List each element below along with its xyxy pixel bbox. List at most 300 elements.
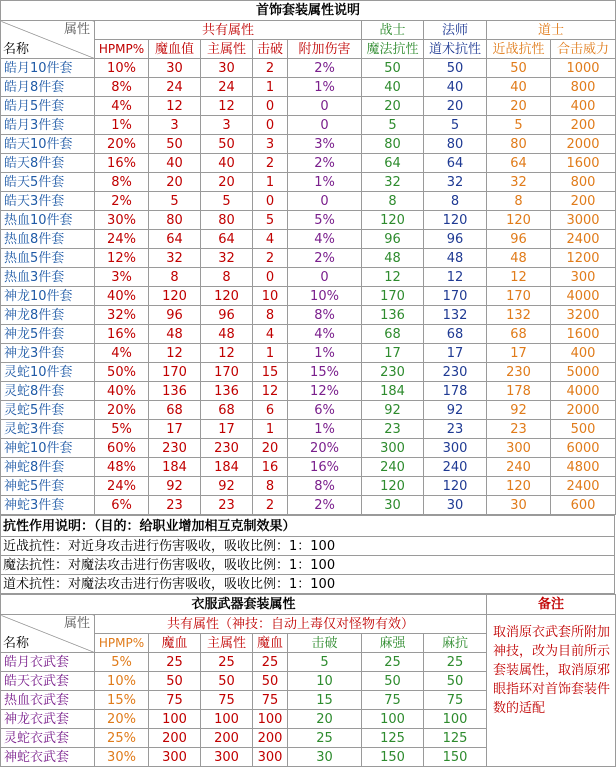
table-row (1, 401, 616, 420)
value-cell: 50 (362, 672, 424, 691)
resist-title: 抗性作用说明：（目的：给职业增加相互克制效果） (1, 516, 615, 537)
value-cell: 4% (95, 97, 149, 116)
value-cell: 10 (288, 672, 362, 691)
value-cell: 150 (362, 748, 424, 767)
table-row (1, 363, 616, 382)
value-cell: 1000 (551, 59, 616, 78)
value-cell: 96 (362, 230, 424, 249)
column-header: 主属性 (201, 40, 253, 59)
value-cell: 8 (362, 192, 424, 211)
value-cell: 2000 (551, 135, 616, 154)
value-cell: 12 (424, 268, 487, 287)
value-cell: 300 (362, 439, 424, 458)
header-name-label: 名称 (3, 42, 30, 57)
value-cell: 30% (95, 748, 149, 767)
value-cell: 92 (201, 477, 253, 496)
table-row (1, 458, 616, 477)
set-name-cell: 热血10件套 (1, 211, 95, 230)
column-header: 魔血 (149, 634, 201, 653)
column-header: 魔血 (253, 634, 288, 653)
set-name-cell: 皓天8件套 (1, 154, 95, 173)
set-name-cell: 神龙5件套 (1, 325, 95, 344)
value-cell: 12% (288, 382, 362, 401)
value-cell: 230 (424, 363, 487, 382)
value-cell: 3 (253, 135, 288, 154)
value-cell: 80 (487, 135, 551, 154)
set-name-cell: 皓天3件套 (1, 192, 95, 211)
value-cell: 178 (487, 382, 551, 401)
value-cell: 125 (362, 729, 424, 748)
value-cell: 2% (288, 496, 362, 515)
value-cell: 5000 (551, 363, 616, 382)
column-header: 道术抗性 (424, 40, 487, 59)
set-name-cell: 神蛇5件套 (1, 477, 95, 496)
value-cell: 75 (362, 691, 424, 710)
value-cell: 4% (95, 344, 149, 363)
value-cell: 40 (362, 78, 424, 97)
set-name-cell: 皓月衣武套 (1, 653, 95, 672)
value-cell: 200 (201, 729, 253, 748)
value-cell: 1200 (551, 249, 616, 268)
value-cell: 48 (149, 325, 201, 344)
value-cell: 12% (95, 249, 149, 268)
value-cell: 5 (201, 192, 253, 211)
set-name-cell: 灵蛇5件套 (1, 401, 95, 420)
value-cell: 30 (362, 496, 424, 515)
value-cell: 32 (487, 173, 551, 192)
value-cell: 25 (253, 653, 288, 672)
value-cell: 240 (487, 458, 551, 477)
column-header: 附加伤害 (288, 40, 362, 59)
value-cell: 8% (95, 78, 149, 97)
resist-notes (0, 515, 615, 594)
value-cell: 0 (253, 97, 288, 116)
value-cell: 50 (253, 672, 288, 691)
value-cell: 25 (424, 653, 487, 672)
value-cell: 68 (487, 325, 551, 344)
value-cell: 92 (149, 477, 201, 496)
value-cell: 170 (424, 287, 487, 306)
value-cell: 8 (424, 192, 487, 211)
value-cell: 240 (362, 458, 424, 477)
table-row (1, 325, 616, 344)
value-cell: 1% (95, 116, 149, 135)
value-cell: 184 (201, 458, 253, 477)
value-cell: 2% (288, 59, 362, 78)
value-cell: 96 (149, 306, 201, 325)
value-cell: 120 (201, 287, 253, 306)
value-cell: 2000 (551, 401, 616, 420)
value-cell: 2% (95, 192, 149, 211)
header-corner (1, 21, 95, 59)
set-name-cell: 皓天衣武套 (1, 672, 95, 691)
header-attr-label: 属性 (63, 22, 90, 37)
value-cell: 3 (149, 116, 201, 135)
column-header: 击破 (288, 634, 362, 653)
value-cell: 6% (95, 496, 149, 515)
column-header: 麻抗 (424, 634, 487, 653)
value-cell: 2400 (551, 230, 616, 249)
value-cell: 300 (201, 748, 253, 767)
set-name-cell: 神龙8件套 (1, 306, 95, 325)
value-cell: 8% (95, 173, 149, 192)
value-cell: 150 (424, 748, 487, 767)
value-cell: 80 (149, 211, 201, 230)
value-cell: 170 (149, 363, 201, 382)
value-cell: 120 (424, 211, 487, 230)
value-cell: 5 (487, 116, 551, 135)
value-cell: 20 (149, 173, 201, 192)
value-cell: 48 (487, 249, 551, 268)
set-name-cell: 皓月10件套 (1, 59, 95, 78)
value-cell: 32 (149, 249, 201, 268)
value-cell: 300 (424, 439, 487, 458)
value-cell: 100 (362, 710, 424, 729)
value-cell: 0 (288, 116, 362, 135)
column-header: 近战抗性 (487, 40, 551, 59)
value-cell: 23 (424, 420, 487, 439)
value-cell: 68 (201, 401, 253, 420)
value-cell: 20 (424, 97, 487, 116)
value-cell: 0 (253, 192, 288, 211)
set-name-cell: 皓天5件套 (1, 173, 95, 192)
value-cell: 23 (487, 420, 551, 439)
value-cell: 25 (362, 653, 424, 672)
value-cell: 64 (201, 230, 253, 249)
table-row (1, 116, 616, 135)
value-cell: 6% (288, 401, 362, 420)
value-cell: 5% (95, 653, 149, 672)
value-cell: 48% (95, 458, 149, 477)
value-cell: 75 (149, 691, 201, 710)
value-cell: 75 (424, 691, 487, 710)
remark-title: 备注 (487, 595, 616, 615)
value-cell: 50 (362, 59, 424, 78)
value-cell: 8 (487, 192, 551, 211)
value-cell: 2400 (551, 477, 616, 496)
value-cell: 32% (95, 306, 149, 325)
value-cell: 40 (424, 78, 487, 97)
value-cell: 5 (362, 116, 424, 135)
value-cell: 184 (362, 382, 424, 401)
value-cell: 100 (253, 710, 288, 729)
value-cell: 120 (487, 477, 551, 496)
value-cell: 2 (253, 496, 288, 515)
value-cell: 200 (253, 729, 288, 748)
clothing-set-table (0, 594, 616, 767)
set-name-cell: 热血衣武套 (1, 691, 95, 710)
value-cell: 800 (551, 78, 616, 97)
value-cell: 120 (487, 211, 551, 230)
value-cell: 8% (288, 306, 362, 325)
value-cell: 170 (362, 287, 424, 306)
table-row (1, 268, 616, 287)
value-cell: 10% (288, 287, 362, 306)
value-cell: 120 (362, 211, 424, 230)
value-cell: 50 (424, 672, 487, 691)
value-cell: 24 (201, 78, 253, 97)
group-warrior: 战士 (362, 21, 424, 40)
value-cell: 20 (362, 97, 424, 116)
value-cell: 48 (362, 249, 424, 268)
value-cell: 5 (288, 653, 362, 672)
value-cell: 48 (201, 325, 253, 344)
value-cell: 400 (551, 344, 616, 363)
value-cell: 12 (149, 344, 201, 363)
value-cell: 4 (253, 230, 288, 249)
value-cell: 230 (487, 363, 551, 382)
table-row (1, 477, 616, 496)
value-cell: 4 (253, 325, 288, 344)
value-cell: 24% (95, 230, 149, 249)
value-cell: 10% (95, 59, 149, 78)
value-cell: 30 (288, 748, 362, 767)
value-cell: 3200 (551, 306, 616, 325)
value-cell: 1600 (551, 325, 616, 344)
value-cell: 200 (551, 116, 616, 135)
value-cell: 2 (253, 59, 288, 78)
set-name-cell: 灵蛇衣武套 (1, 729, 95, 748)
value-cell: 125 (424, 729, 487, 748)
table-row (1, 154, 616, 173)
value-cell: 3 (201, 116, 253, 135)
value-cell: 64 (487, 154, 551, 173)
value-cell: 80 (362, 135, 424, 154)
value-cell: 23 (201, 496, 253, 515)
value-cell: 6 (253, 401, 288, 420)
value-cell: 25 (288, 729, 362, 748)
value-cell: 10 (253, 287, 288, 306)
value-cell: 0 (253, 268, 288, 287)
value-cell: 25 (149, 653, 201, 672)
value-cell: 80 (201, 211, 253, 230)
value-cell: 200 (551, 192, 616, 211)
set-name-cell: 热血8件套 (1, 230, 95, 249)
value-cell: 17 (362, 344, 424, 363)
clothing-header-corner (1, 615, 95, 653)
column-header: 麻强 (362, 634, 424, 653)
table-row (1, 306, 616, 325)
value-cell: 64 (424, 154, 487, 173)
value-cell: 8 (253, 306, 288, 325)
value-cell: 50 (201, 135, 253, 154)
table-row (1, 344, 616, 363)
set-name-cell: 神蛇8件套 (1, 458, 95, 477)
value-cell: 1 (253, 344, 288, 363)
value-cell: 17 (149, 420, 201, 439)
value-cell: 1600 (551, 154, 616, 173)
resist-line-taoist: 道术抗性：对魔法攻击进行伤害吸收，吸收比例：1：100 (1, 575, 615, 594)
table-row (1, 192, 616, 211)
value-cell: 170 (201, 363, 253, 382)
value-cell: 12 (149, 97, 201, 116)
value-cell: 64 (362, 154, 424, 173)
value-cell: 400 (551, 97, 616, 116)
value-cell: 15 (288, 691, 362, 710)
table-row (1, 78, 616, 97)
value-cell: 50% (95, 363, 149, 382)
jewelry-table-title: 首饰套装属性说明 (1, 1, 616, 21)
column-header: HPMP% (95, 40, 149, 59)
value-cell: 1 (253, 78, 288, 97)
value-cell: 40% (95, 287, 149, 306)
table-row (1, 97, 616, 116)
value-cell: 200 (149, 729, 201, 748)
value-cell: 30 (424, 496, 487, 515)
value-cell: 8 (149, 268, 201, 287)
value-cell: 300 (487, 439, 551, 458)
value-cell: 1% (288, 420, 362, 439)
value-cell: 40 (149, 154, 201, 173)
value-cell: 230 (201, 439, 253, 458)
value-cell: 32 (424, 173, 487, 192)
value-cell: 8 (201, 268, 253, 287)
value-cell: 75 (201, 691, 253, 710)
value-cell: 16% (288, 458, 362, 477)
value-cell: 1% (288, 344, 362, 363)
value-cell: 15 (253, 363, 288, 382)
value-cell: 5% (95, 420, 149, 439)
value-cell: 5 (253, 211, 288, 230)
table-row (1, 249, 616, 268)
column-header: 魔法抗性 (362, 40, 424, 59)
set-name-cell: 热血5件套 (1, 249, 95, 268)
value-cell: 3% (95, 268, 149, 287)
set-name-cell: 皓月3件套 (1, 116, 95, 135)
value-cell: 1 (253, 173, 288, 192)
set-name-cell: 神蛇3件套 (1, 496, 95, 515)
value-cell: 10% (95, 672, 149, 691)
value-cell: 25% (95, 729, 149, 748)
value-cell: 92 (487, 401, 551, 420)
value-cell: 0 (288, 268, 362, 287)
value-cell: 40 (201, 154, 253, 173)
value-cell: 1% (288, 78, 362, 97)
value-cell: 230 (149, 439, 201, 458)
value-cell: 40 (487, 78, 551, 97)
value-cell: 5 (424, 116, 487, 135)
value-cell: 68 (149, 401, 201, 420)
value-cell: 30% (95, 211, 149, 230)
value-cell: 17 (424, 344, 487, 363)
value-cell: 2 (253, 154, 288, 173)
column-header: 主属性 (201, 634, 253, 653)
value-cell: 4% (288, 230, 362, 249)
value-cell: 75 (253, 691, 288, 710)
value-cell: 5 (149, 192, 201, 211)
value-cell: 132 (487, 306, 551, 325)
value-cell: 20% (95, 710, 149, 729)
value-cell: 20% (95, 135, 149, 154)
value-cell: 50 (424, 59, 487, 78)
value-cell: 15% (95, 691, 149, 710)
value-cell: 3000 (551, 211, 616, 230)
value-cell: 23 (149, 496, 201, 515)
set-name-cell: 神蛇衣武套 (1, 748, 95, 767)
table-row (1, 382, 616, 401)
clothing-table-title: 衣服武器套装属性 (1, 595, 487, 615)
value-cell: 40% (95, 382, 149, 401)
set-name-cell: 皓月8件套 (1, 78, 95, 97)
value-cell: 6000 (551, 439, 616, 458)
value-cell: 132 (424, 306, 487, 325)
set-name-cell: 灵蛇8件套 (1, 382, 95, 401)
value-cell: 4000 (551, 287, 616, 306)
value-cell: 120 (149, 287, 201, 306)
value-cell: 20 (201, 173, 253, 192)
value-cell: 4% (288, 325, 362, 344)
value-cell: 178 (424, 382, 487, 401)
value-cell: 120 (424, 477, 487, 496)
value-cell: 20% (95, 401, 149, 420)
column-header: 击破 (253, 40, 288, 59)
value-cell: 64 (149, 230, 201, 249)
value-cell: 136 (149, 382, 201, 401)
value-cell: 20 (253, 439, 288, 458)
set-name-cell: 神蛇10件套 (1, 439, 95, 458)
remark-text: 取消原衣武套所附加神技，改为目前所示套装属性，取消原邪眼指环对首饰套装件数的适配 (487, 615, 616, 767)
value-cell: 24% (95, 477, 149, 496)
value-cell: 100 (149, 710, 201, 729)
value-cell: 300 (551, 268, 616, 287)
value-cell: 12 (487, 268, 551, 287)
value-cell: 8 (253, 477, 288, 496)
value-cell: 17 (201, 420, 253, 439)
value-cell: 96 (487, 230, 551, 249)
table-row (1, 496, 616, 515)
table-row (1, 420, 616, 439)
value-cell: 12 (201, 97, 253, 116)
set-name-cell: 皓天10件套 (1, 135, 95, 154)
set-name-cell: 神龙衣武套 (1, 710, 95, 729)
value-cell: 1 (253, 420, 288, 439)
set-name-cell: 神龙3件套 (1, 344, 95, 363)
value-cell: 92 (424, 401, 487, 420)
value-cell: 600 (551, 496, 616, 515)
group-taoist: 道士 (487, 21, 616, 40)
set-name-cell: 灵蛇10件套 (1, 363, 95, 382)
value-cell: 170 (487, 287, 551, 306)
value-cell: 0 (253, 116, 288, 135)
table-row (1, 135, 616, 154)
value-cell: 136 (362, 306, 424, 325)
value-cell: 96 (201, 306, 253, 325)
value-cell: 20 (487, 97, 551, 116)
value-cell: 240 (424, 458, 487, 477)
value-cell: 2% (288, 249, 362, 268)
value-cell: 50 (149, 672, 201, 691)
clothing-header-attr-label: 属性 (63, 616, 90, 631)
value-cell: 1% (288, 173, 362, 192)
value-cell: 24 (149, 78, 201, 97)
value-cell: 0 (288, 192, 362, 211)
value-cell: 32 (201, 249, 253, 268)
value-cell: 30 (201, 59, 253, 78)
column-header: 魔血值 (149, 40, 201, 59)
value-cell: 25 (201, 653, 253, 672)
value-cell: 800 (551, 173, 616, 192)
value-cell: 300 (149, 748, 201, 767)
resist-line-melee: 近战抗性：对近身攻击进行伤害吸收，吸收比例：1：100 (1, 537, 615, 556)
value-cell: 32 (362, 173, 424, 192)
set-name-cell: 灵蛇3件套 (1, 420, 95, 439)
value-cell: 12 (362, 268, 424, 287)
value-cell: 8% (288, 477, 362, 496)
group-mage: 法师 (424, 21, 487, 40)
value-cell: 48 (424, 249, 487, 268)
value-cell: 20 (288, 710, 362, 729)
value-cell: 68 (424, 325, 487, 344)
